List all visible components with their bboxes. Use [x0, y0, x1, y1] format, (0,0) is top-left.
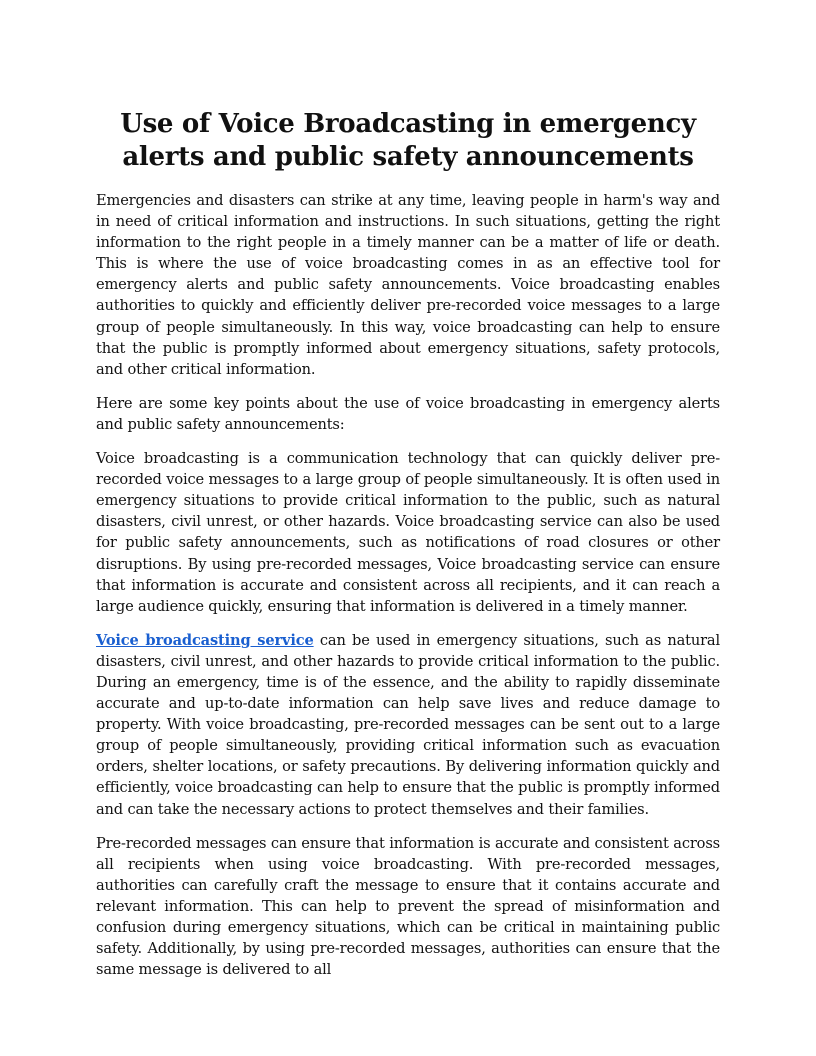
intro-paragraph: Emergencies and disasters can strike at any time, leaving people in harm's way and in need of critical information and instructions. In such situations, getting the right information to the right people in a timely manner can be a matter of life or death. This is where the use of voice broadcasting comes in as an effective tool for emergency alerts and public safety announcements. Voice broadcasting enables authorities to quickly and efficiently deliver pre-recorded voice messages to a large group of people simultaneously. In this way, voice broadcasting can help to ensure that the public is promptly informed about emergency situations, safety protocols, and other critical information. — [96, 192, 720, 378]
key-points-paragraph: Here are some key points about the use of voice broadcasting in emergency alerts and public safety announcements: — [96, 394, 720, 433]
emergency-use-paragraph — [96, 630, 720, 820]
document-title: Use of Voice Broadcasting in emergency alerts and public safety announcements — [120, 109, 696, 172]
voice-broadcasting-service-link[interactable]: Voice broadcasting service — [96, 631, 314, 649]
pre-recorded-paragraph: Pre-recorded messages can ensure that information is accurate and consistent across all recipients when using voice broadcasting. With pre-recorded messages, authorities can carefully craft the message to ensure that it contains accurate and relevant information. This can help to prevent the spread of misinformation and confusion during emergency situations, which can be critical in maintaining public safety. Additionally, by using pre-recorded messages, authorities can ensure that the same message is delivered to all — [96, 834, 720, 979]
document-page — [96, 108, 720, 993]
definition-paragraph: Voice broadcasting is a communication technology that can quickly deliver pre-recorded voice messages to a large group of people simultaneously. It is often used in emergency situations to provide critical information to the public, such as natural disasters, civil unrest, or other hazards. Voice broadcasting service can also be used for public safety announcements, such as notifications of road closures or other disruptions. By using pre-recorded messages, Voice broadcasting service can ensure that information is accurate and consistent across all recipients, and it can reach a large audience quickly, ensuring that information is delivered in a timely manner. — [96, 450, 720, 615]
emergency-use-text: can be used in emergency situations, such as natural disasters, civil unrest, and other hazards to provide critical information to the public. During an emergency, time is of the essence, and the ability to rapidly disseminate accurate and up-to-date information can help save lives and reduce damage to property. With voice broadcasting, pre-recorded messages can be sent out to a large group of people simultaneously, providing critical information such as evacuation orders, shelter locations, or safety precautions. By delivering information quickly and efficiently, voice broadcasting can help to ensure that the public is promptly informed and can take the necessary actions to protect themselves and their families. — [96, 631, 720, 818]
